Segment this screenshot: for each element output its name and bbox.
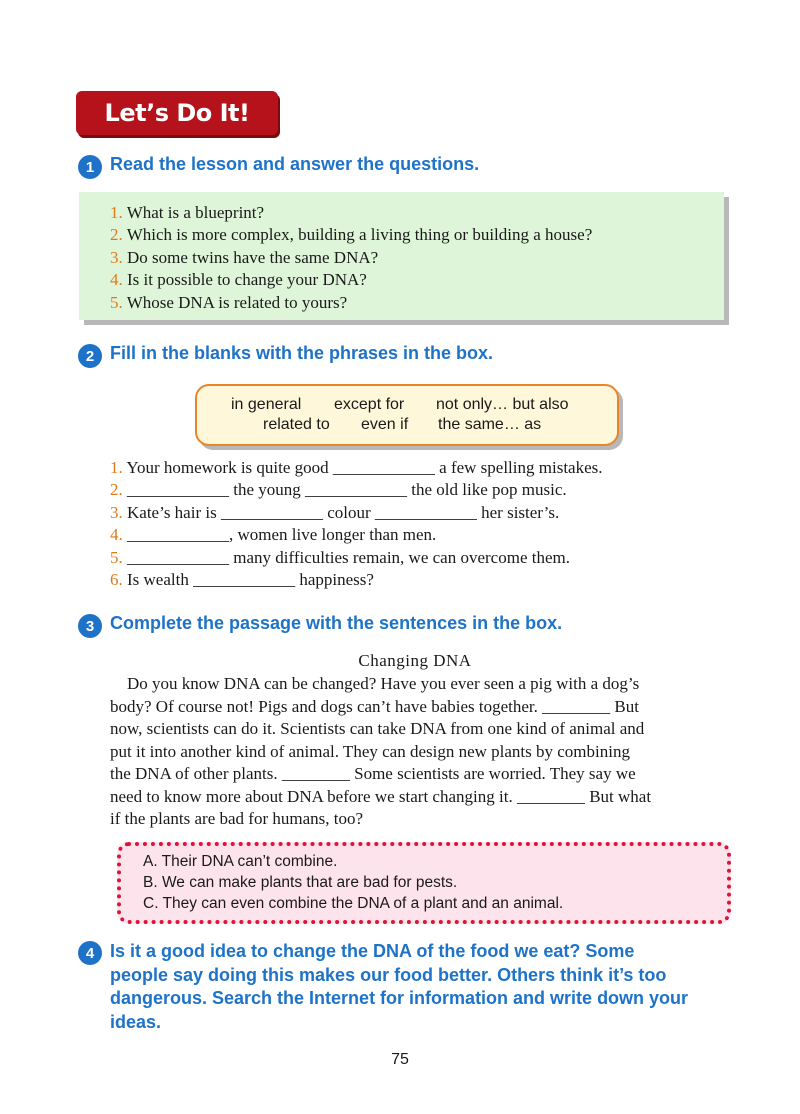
phrase-item: not only… but also — [436, 396, 569, 413]
prompt-line: people say doing this makes our food better. Others think it’s too — [110, 964, 667, 985]
question-item: 2. Which is more complex, building a living thing or building a house? — [110, 225, 593, 245]
phrase-item: even if — [361, 416, 409, 433]
blank-sentence: 4. ____________, women live longer than men. — [110, 525, 437, 545]
question-item: 4. Is it possible to change your DNA? — [110, 270, 367, 290]
lets-do-it-banner — [76, 91, 278, 135]
sentences-list — [143, 851, 563, 914]
phrase-item: except for — [334, 396, 405, 413]
question-item: 5. Whose DNA is related to yours? — [110, 292, 348, 312]
section-3-badge: 3 — [78, 614, 102, 638]
passage-line: put it into another kind of animal. They can design new plants by combining — [110, 741, 630, 761]
blank-sentence: 2. ____________ the young ____________ the old like pop music. — [110, 480, 567, 500]
question-item: 1. What is a blueprint? — [110, 203, 265, 222]
section-4-badge: 4 — [78, 941, 102, 965]
phrase-item: in general — [231, 396, 302, 413]
passage-line: the DNA of other plants. ________ Some scientists are worried. They say we — [110, 764, 636, 783]
passage-line: need to know more about DNA before we start changing it. ________ But what — [110, 786, 652, 806]
section-3-heading: Complete the passage with the sentences in the box. — [110, 613, 563, 633]
passage-title: Changing DNA — [358, 651, 472, 670]
blank-sentence: 5. ____________ many difficulties remain, we can overcome them. — [110, 547, 570, 567]
passage — [110, 673, 730, 831]
blank-sentence: 6. Is wealth ____________ happiness? — [110, 570, 374, 590]
page-number: 75 — [391, 1051, 409, 1068]
passage-line: body? Of course not! Pigs and dogs can’t have babies together. ________ But — [110, 696, 639, 716]
section-2-badge: 2 — [78, 344, 102, 368]
section-1-heading: Read the lesson and answer the questions. — [110, 154, 480, 174]
sentence-option: C. They can even combine the DNA of a plant and an animal. — [143, 895, 564, 912]
questions-list — [110, 202, 592, 314]
phrase-item: the same… as — [438, 416, 542, 433]
phrase-box — [195, 384, 619, 446]
sentence-option: A. Their DNA can’t combine. — [143, 853, 338, 870]
passage-line: now, scientists can do it. Scientists can take DNA from one kind of animal and — [110, 719, 645, 738]
prompt-line: ideas. — [110, 1011, 162, 1032]
passage-line: if the plants are bad for humans, too? — [110, 809, 364, 828]
question-item: 3. Do some twins have the same DNA? — [110, 247, 379, 267]
section-4-prompt — [110, 940, 750, 1034]
banner-title: Let’s Do It! — [104, 99, 250, 127]
section-1-badge: 1 — [78, 155, 102, 179]
sentence-option: B. We can make plants that are bad for pests. — [143, 874, 458, 891]
prompt-line: dangerous. Search the Internet for information and write down your — [110, 988, 689, 1008]
prompt-line: Is it a good idea to change the DNA of the food we eat? Some — [110, 941, 635, 961]
section-2-heading: Fill in the blanks with the phrases in the box. — [110, 343, 494, 363]
blank-sentence: 1. Your homework is quite good ____________ a few spelling mistakes. — [110, 458, 603, 477]
blank-sentence: 3. Kate’s hair is ____________ colour ____________ her sister’s. — [110, 502, 560, 522]
passage-line: Do you know DNA can be changed? Have you ever seen a pig with a dog’s — [110, 674, 640, 693]
fill-blanks-list — [110, 457, 603, 591]
phrase-item: related to — [263, 416, 330, 433]
